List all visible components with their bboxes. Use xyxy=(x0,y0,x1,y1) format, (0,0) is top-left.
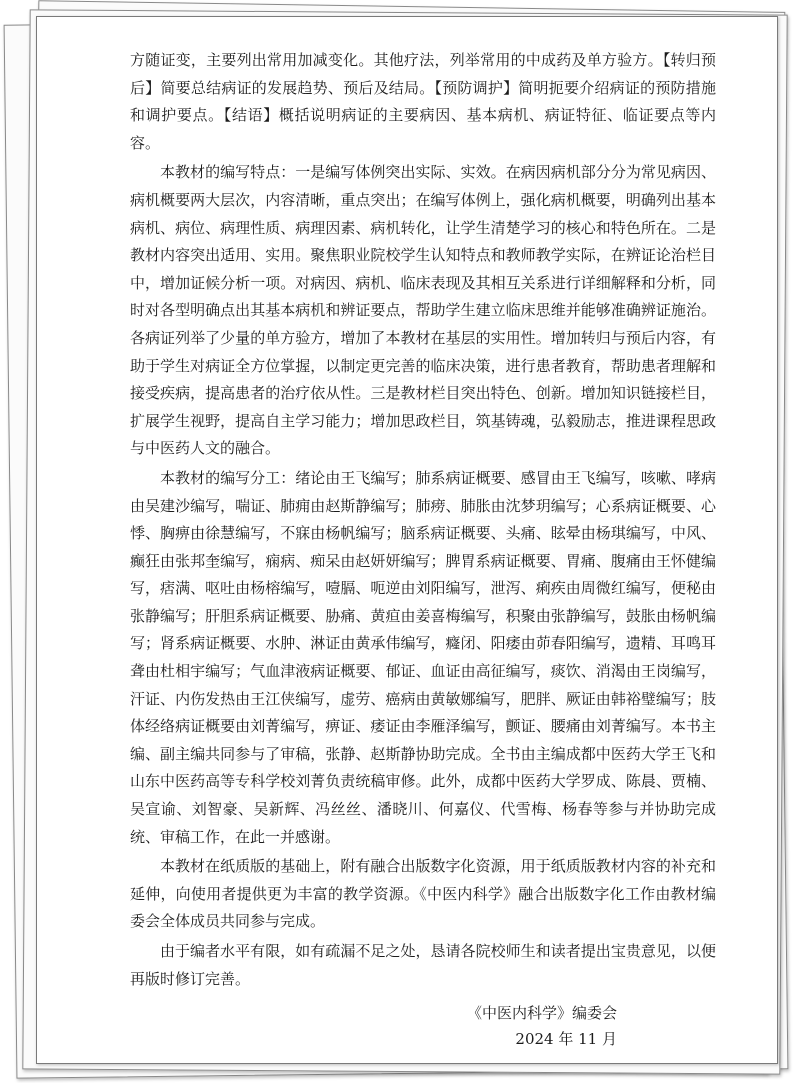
paragraph-digital: 本教材在纸质版的基础上，附有融合出版数字化资源，用于纸质版教材内容的补充和延伸，向使用者提供更为丰富的教学资源。《中医内科学》融合出版数字化工作由教材编委会全体成员共同参与完成。 xyxy=(130,857,716,931)
document-page xyxy=(36,16,778,1064)
paragraph-features: 本教材的编写特点：一是编写体例突出实际、实效。在病因病机部分分为常见病因、病机概要两大层次，内容清晰，重点突出；在编写体例上，强化病机概要，明确列出基本病机、病位、病理性质、病理因素、病机转化，让学生清楚学习的核心和特色所在。二是教材内容突出适用、实用。聚焦职业院校学生认知特点和教师教学实际，在辨证论治栏目中，增加证候分析一项。对病因、病机、临床表现及其相互关系进行详细解释和分析，同时对各型明确点出其基本病机和辨证要点，帮助学生建立临床思维并能够准确辨证施治。各病证列举了少量的单方验方，增加了本教材在基层的实用性。增加转归与预后内容，有助于学生对病证全方位掌握，以制定更完善的临床决策，进行患者教育，帮助患者理解和接受疾病，提高患者的治疗依从性。三是教材栏目突出特色、创新。增加知识链接栏目，扩展学生视野，提高自主学习能力；增加思政栏目，筑基铸魂，弘毅励志，推进课程思政与中医药人文的融合。 xyxy=(130,163,716,458)
paragraph-authors: 本教材的编写分工：绪论由王飞编写；肺系病证概要、感冒由王飞编写，咳嗽、哮病由吴建沙编写，喘证、肺痈由赵斯静编写；肺痨、肺胀由沈梦玥编写；心系病证概要、心悸、胸痹由徐慧编写，不寐由杨帆编写；脑系病证概要、头痛、眩晕由杨琪编写，中风、癫狂由张邦奎编写，痫病、痴呆由赵妍妍编写；脾胃系病证概要、胃痛、腹痛由王怀健编写，痞满、呕吐由杨榕编写，噎膈、呃逆由刘阳编写，泄泻、痢疾由周微红编写，便秘由张静编写；肝胆系病证概要、胁痛、黄疸由姜喜梅编写，积聚由张静编写，鼓胀由杨帆编写；肾系病证概要、水肿、淋证由黄承伟编写，癃闭、阳痿由茆春阳编写，遗精、耳鸣耳聋由杜相宇编写；气血津液病证概要、郁证、血证由高征编写，痰饮、消渴由王岗编写，汗证、内伤发热由王江侠编写，虚劳、癌病由黄敏娜编写，肥胖、厥证由韩裕璧编写；肢体经络病证概要由刘菁编写，痹证、痿证由李雁泽编写，颤证、腰痛由刘菁编写。本书主编、副主编共同参与了审稿，张静、赵斯静协助完成。全书由主编成都中医药大学王飞和山东中医药高等专科学校刘菁负责统稿审修。此外，成都中医药大学罗成、陈晨、贾楠、吴宣谕、刘智豪、吴新辉、冯丝丝、潘晓川、何嘉仪、代雪梅、杨春等参与并协助完成统、审稿工作，在此一并感谢。 xyxy=(130,468,716,846)
page-body xyxy=(130,47,716,993)
signature-date: 2024 年 11 月 xyxy=(515,1030,617,1048)
signature-org: 《中医内科学》编委会 xyxy=(466,1004,617,1022)
paragraph-closing: 由于编者水平有限，如有疏漏不足之处，恳请各院校师生和读者提出宝贵意见，以便再版时修订完善。 xyxy=(130,942,716,988)
paragraph-continuation: 方随证变，主要列出常用加减变化。其他疗法，列举常用的中成药及单方验方。【转归预后】简要总结病证的发展趋势、预后及结局。【预防调护】简明扼要介绍病证的预防措施和调护要点。【结语】概括说明病证的主要病因、基本病机、病证特征、临证要点等内容。 xyxy=(130,51,716,152)
